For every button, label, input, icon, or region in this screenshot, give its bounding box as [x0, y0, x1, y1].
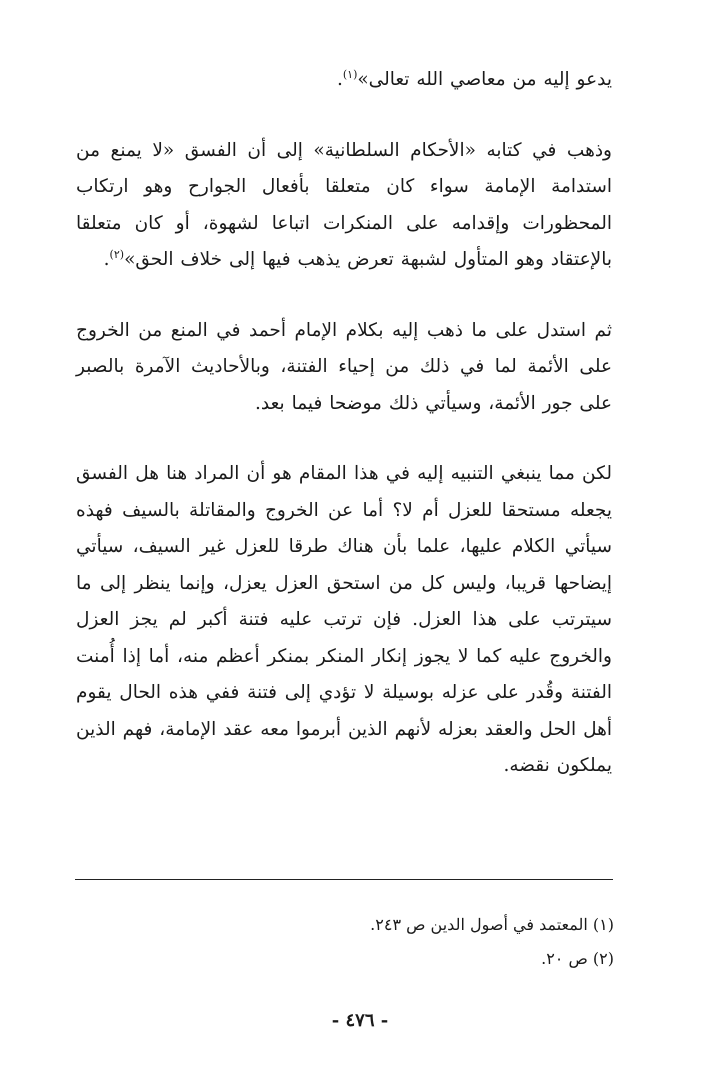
paragraph-4-text: لكن مما ينبغي التنبيه إليه في هذا المقام هو أن المراد هنا هل الفسق يجعله مستحقا للعزل أم لا؟ أما عن الخروج والمقاتلة بالسيف فهذه سيأتي الكلام عليها، علما بأن هناك طرقا للعزل غير السيف، سيأتي إيضاحها قريبا، وليس كل من استحق العزل يعزل، وإنما ينظر إلى ما سيترتب على هذا العزل. فإن ترتب عليه فتنة أكبر لم يجز العزل والخروج عليه كما لا يجوز إنكار المنكر بمنكر أعظم منه، أما إذا أُمنت الفتنة وقُدر على عزله بوسيلة لا تؤدي إلى فتنة ففي هذه الحال يقوم أهل الحل والعقد بعزله لأنهم الذين أبرموا معه عقد الإمامة، فهم الذين يملكون نقضه. [76, 463, 612, 776]
paragraph-1-tail: . [336, 69, 343, 90]
paragraph-3-text: ثم استدل على ما ذهب إليه بكلام الإمام أحمد في المنع من الخروج على الأئمة لما في ذلك من إحياء الفتنة، وبالأحاديث الآمرة بالصبر على جور الأئمة، وسيأتي ذلك موضحا فيما بعد. [76, 319, 612, 414]
footnote-2: (٢) ص ٢٠. [541, 949, 614, 968]
footnotes [114, 908, 614, 976]
footnote-separator [75, 879, 613, 880]
page-number: - ٤٧٦ - [331, 1010, 389, 1031]
paragraph-4 [76, 456, 612, 785]
footnote-1: (١) المعتمد في أصول الدين ص ٢٤٣. [370, 915, 614, 934]
footnote-ref-2[interactable]: (٢) [109, 247, 125, 261]
paragraph-2-text: وذهب في كتابه «الأحكام السلطانية» إلى أن الفسق «لا يمنع من استدامة الإمامة سواء كان متعلقا بأفعال الجوارح وهو ارتكاب المحظورات وإقدامه على المنكرات اتباعا لشهوة، أو كان متعلقا بالإعتقاد وهو المتأول لشبهة تعرض يذهب فيها إلى خلاف الحق» [76, 139, 612, 270]
paragraph-2 [76, 133, 612, 279]
footnote-ref-1[interactable]: (١) [342, 67, 358, 81]
paragraph-1-text: يدعو إليه من معاصي الله تعالى» [357, 69, 612, 90]
paragraph-2-tail: . [103, 249, 110, 270]
paragraph-1 [76, 62, 612, 99]
paragraph-3 [76, 313, 612, 423]
main-text [76, 62, 612, 785]
